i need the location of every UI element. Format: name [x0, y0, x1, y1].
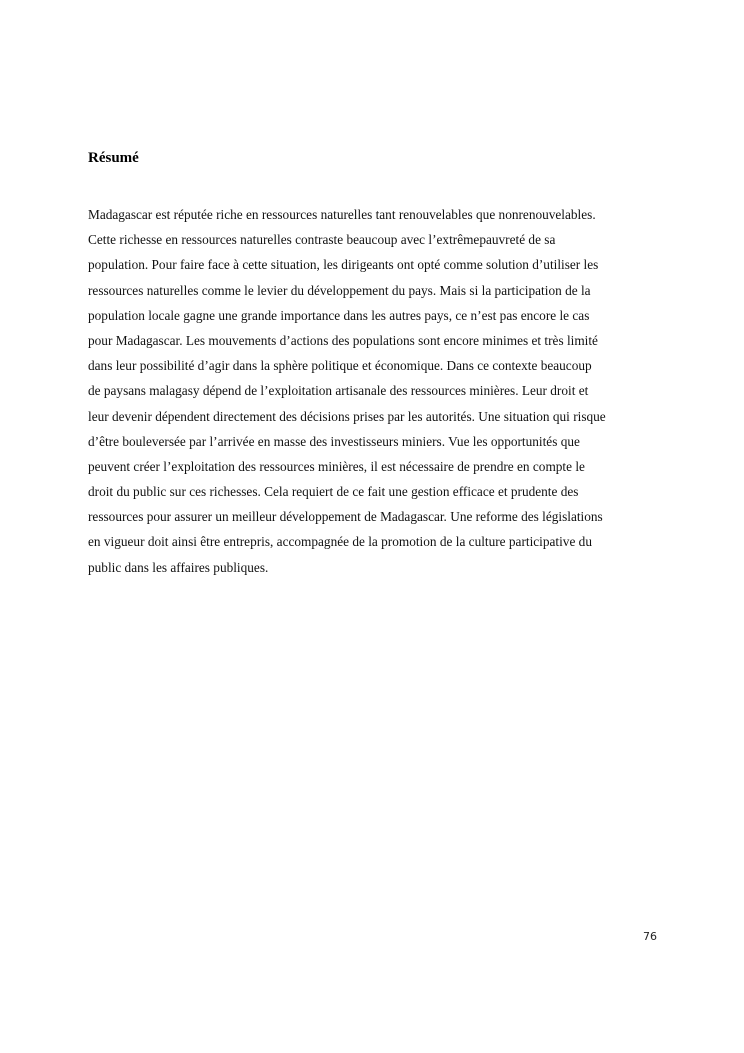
- paragraph-line: droit du public sur ces richesses. Cela requiert de ce fait une gestion efficace et prudente des: [88, 484, 579, 500]
- abstract-paragraph: [88, 202, 668, 580]
- paragraph-line: en vigueur doit ainsi être entrepris, accompagnée de la promotion de la culture participative du: [88, 534, 592, 550]
- paragraph-line: peuvent créer l’exploitation des ressources minières, il est nécessaire de prendre en compte le: [88, 458, 585, 474]
- paragraph-line: leur devenir dépendent directement des décisions prises par les autorités. Une situation qui risque: [88, 408, 606, 424]
- paragraph-line: d’être bouleversée par l’arrivée en masse des investisseurs miniers. Vue les opportunités que: [88, 433, 580, 449]
- paragraph-line: dans leur possibilité d’agir dans la sphère politique et économique. Dans ce contexte beaucoup: [88, 358, 592, 374]
- paragraph-line: population. Pour faire face à cette situation, les dirigeants ont opté comme solution d’utiliser les: [88, 257, 599, 273]
- paragraph-line: ressources pour assurer un meilleur développement de Madagascar. Une reforme des législations: [88, 509, 603, 525]
- page-number: 76: [643, 930, 657, 943]
- paragraph-line: Madagascar est réputée riche en ressources naturelles tant renouvelables que nonrenouvelables.: [88, 207, 596, 222]
- paragraph-line: Cette richesse en ressources naturelles contraste beaucoup avec l’extrêmepauvreté de sa: [88, 232, 556, 248]
- paragraph-line: population locale gagne une grande importance dans les autres pays, ce n’est pas encore le cas: [88, 307, 590, 323]
- paragraph-line: public dans les affaires publiques.: [88, 559, 269, 575]
- paragraph-line: pour Madagascar. Les mouvements d’actions des populations sont encore minimes et très limité: [88, 332, 598, 348]
- section-heading: Résumé: [88, 150, 139, 166]
- paragraph-line: de paysans malagasy dépend de l’exploitation artisanale des ressources minières. Leur droit et: [88, 383, 589, 399]
- paragraph-line: ressources naturelles comme le levier du développement du pays. Mais si la participation de la: [88, 282, 591, 298]
